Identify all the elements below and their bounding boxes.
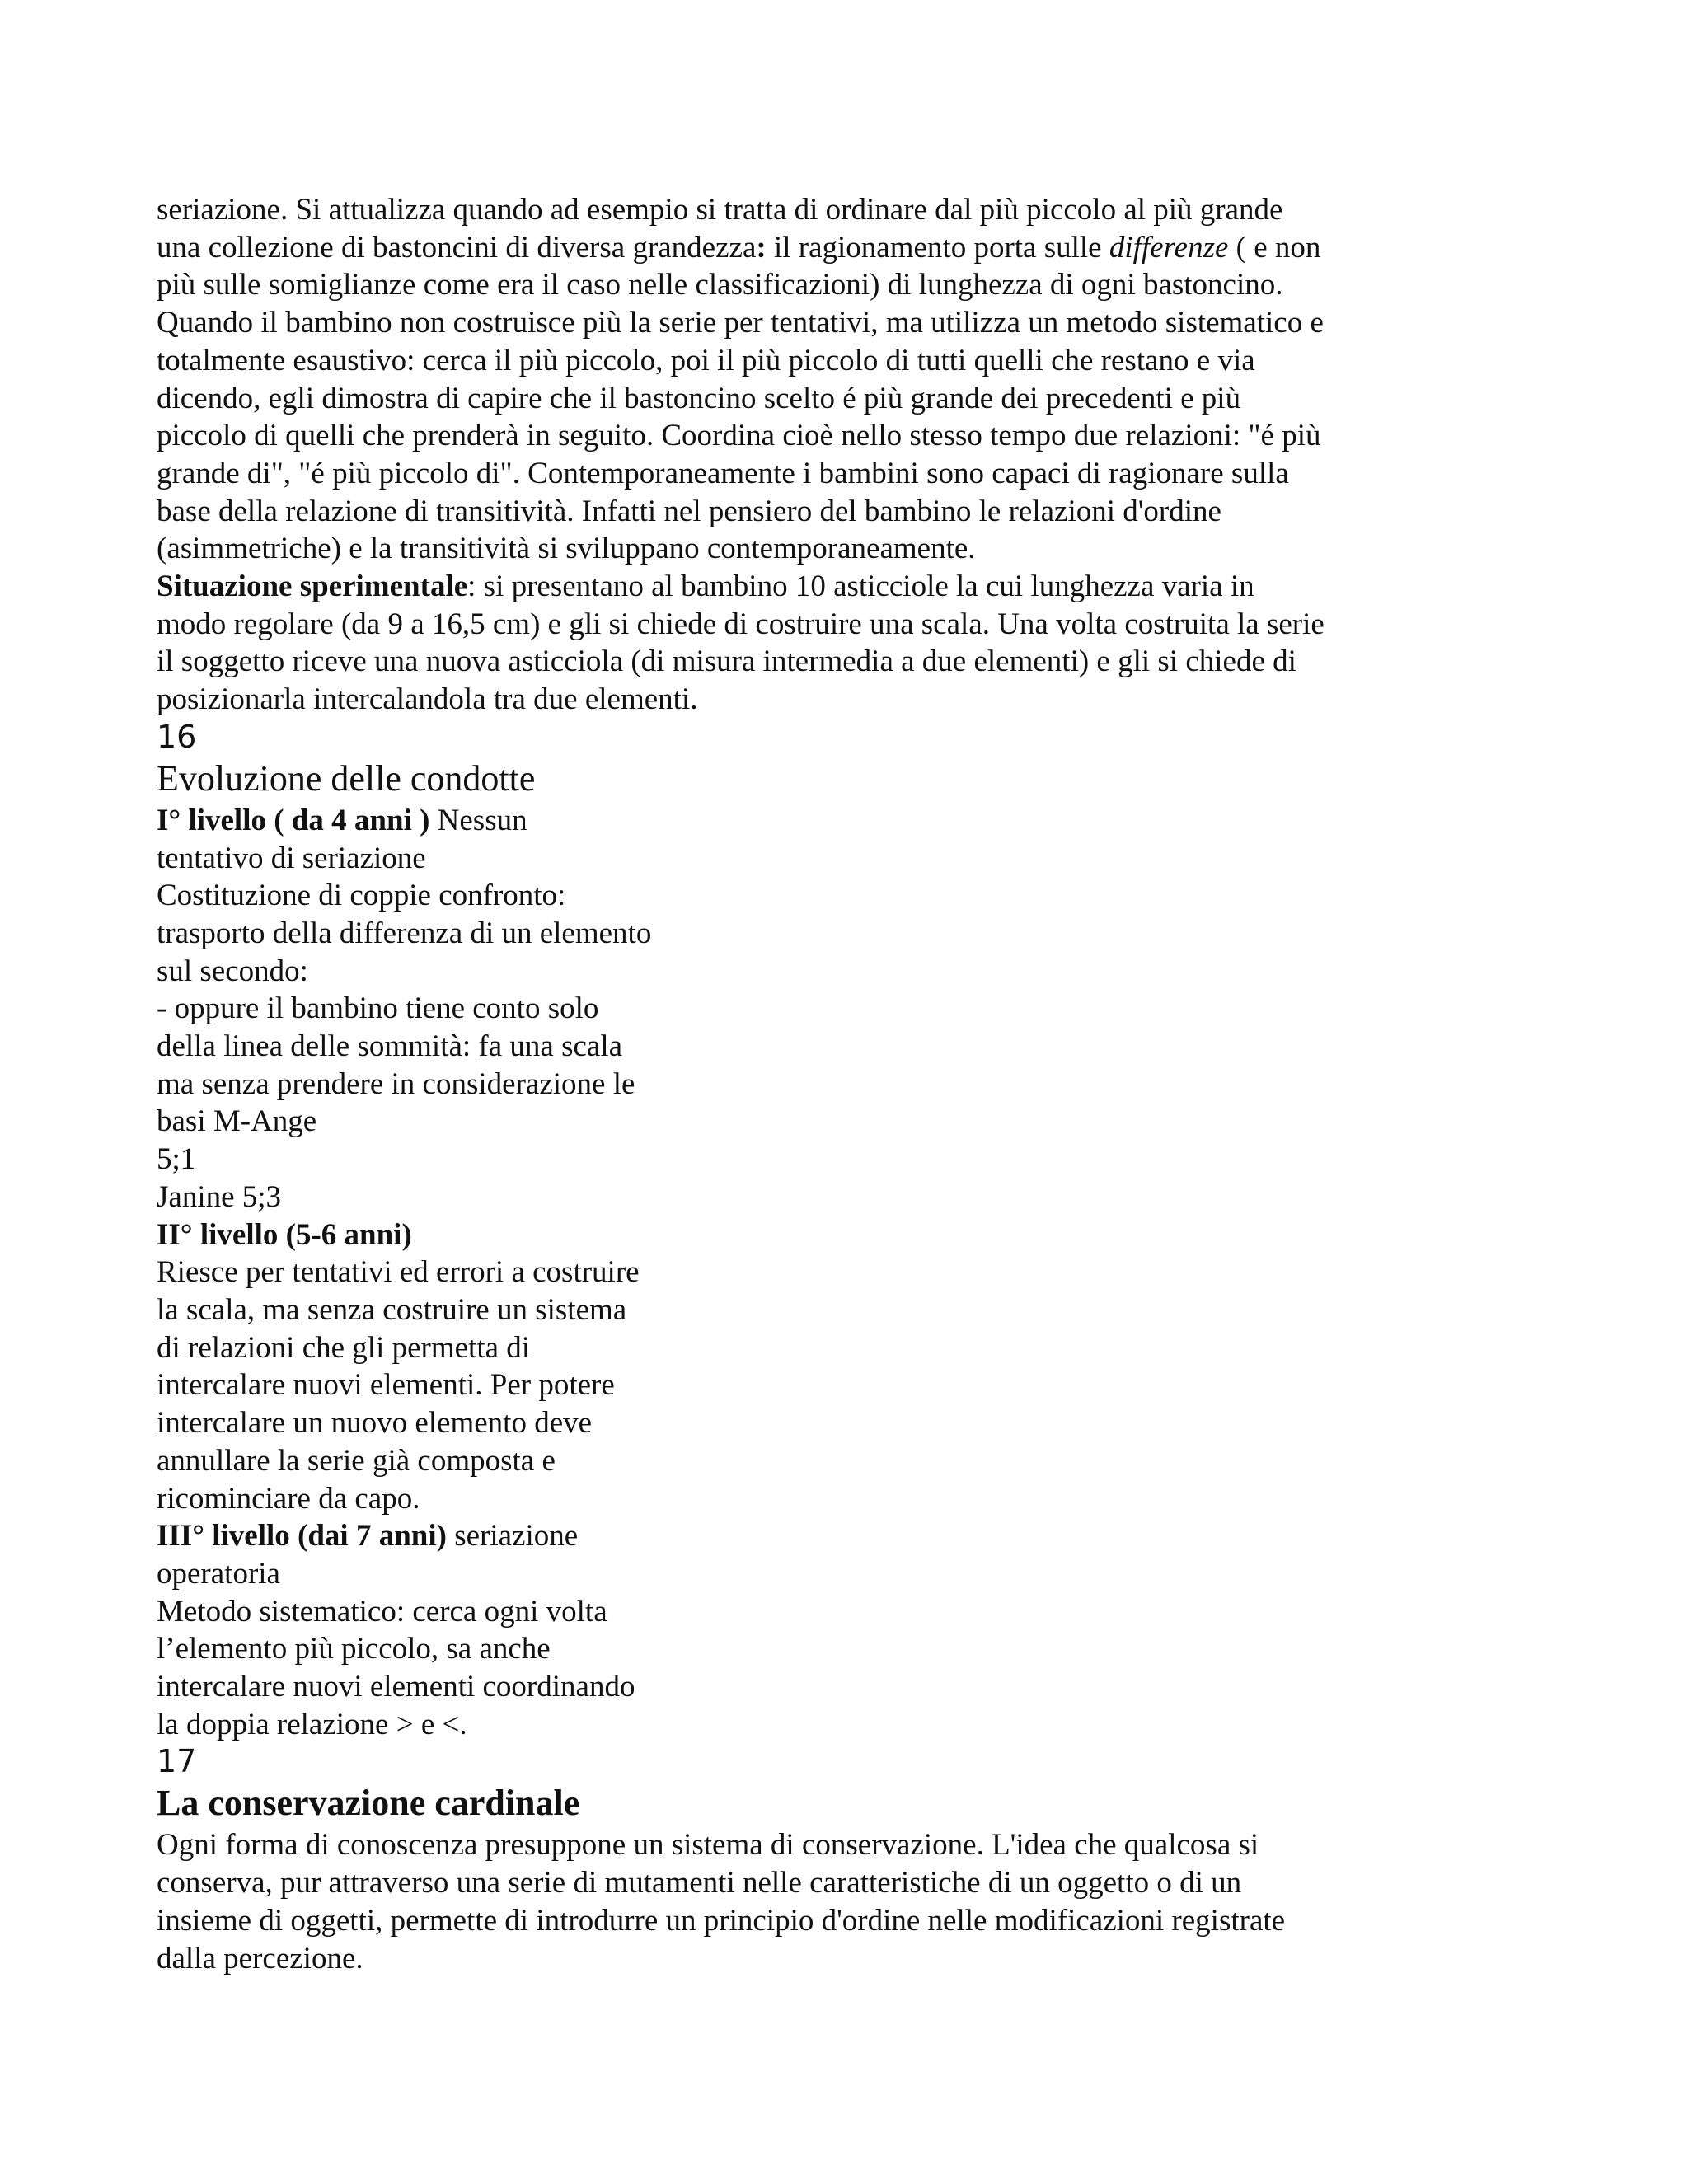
- text-line: dicendo, egli dimostra di capire che il bastoncino scelto é più grande dei precedenti e più: [157, 381, 1241, 415]
- text-line: conserva, pur attraverso una serie di mutamenti nelle caratteristiche di un oggetto o di un: [157, 1866, 1242, 1900]
- text-span: una collezione di bastoncini di diversa grandezza: [157, 230, 757, 265]
- slide-number: 16: [157, 718, 197, 755]
- text-line: Janine 5;3: [157, 1179, 282, 1214]
- text-span: Nessun: [429, 803, 528, 837]
- text-line: della linea delle sommità: fa una scala: [157, 1029, 623, 1064]
- text-line: intercalare nuovi elementi. Per potere: [157, 1368, 615, 1403]
- text-line: Costituzione di coppie confronto:: [157, 879, 566, 913]
- text-line: [157, 229, 1442, 267]
- text-line: di relazioni che gli permetta di: [157, 1330, 531, 1365]
- text-line: base della relazione di transitività. Infatti nel pensiero del bambino le relazioni d'ordine: [157, 494, 1221, 528]
- intro-paragraph: [157, 191, 1442, 568]
- text-line: intercalare un nuovo elemento deve: [157, 1406, 593, 1441]
- italic-term: differenze: [1109, 230, 1229, 265]
- text-line: dalla percezione.: [157, 1941, 363, 1975]
- document-page: [157, 191, 1442, 1977]
- text-line: Ogni forma di conoscenza presuppone un sistema di conservazione. L'idea che qualcosa si: [157, 1828, 1259, 1863]
- text-line: [157, 802, 1442, 840]
- level-3-block: [157, 1517, 1442, 1743]
- bold-label: Situazione sperimentale: [157, 569, 468, 604]
- slide-number: 17: [157, 1743, 197, 1780]
- text-line: 5;1: [157, 1142, 196, 1177]
- level-1-block: [157, 802, 1442, 1216]
- text-line: il soggetto riceve una nuova asticciola (di misura intermedia a due elementi) e gli si chiede di: [157, 644, 1296, 679]
- text-line: ricominciare da capo.: [157, 1481, 420, 1516]
- situazione-paragraph: [157, 568, 1442, 719]
- text-span: ( e non: [1228, 230, 1321, 265]
- section-title: Evoluzione delle condotte: [157, 757, 536, 799]
- level-label: II° livello (5-6 anni): [157, 1217, 412, 1252]
- text-line: sul secondo:: [157, 954, 308, 988]
- text-line: piccolo di quelli che prenderà in seguito. Coordina cioè nello stesso tempo due relazioni: "é più: [157, 419, 1321, 453]
- text-line: annullare la serie già composta e: [157, 1443, 556, 1478]
- text-line: ma senza prendere in considerazione le: [157, 1066, 635, 1101]
- text-line: modo regolare (da 9 a 16,5 cm) e gli si chiede di costruire una scala. Una volta costruita la serie: [157, 607, 1325, 641]
- text-line: operatoria: [157, 1556, 280, 1591]
- level-2-block: [157, 1216, 1442, 1518]
- text-line: grande di", "é più piccolo di". Contemporaneamente i bambini sono capaci di ragionare sulla: [157, 456, 1289, 490]
- conservazione-paragraph: [157, 1826, 1442, 1977]
- text-line: [157, 1216, 1442, 1254]
- text-span: il ragionamento porta sulle: [766, 230, 1109, 265]
- text-line: tentativo di seriazione: [157, 841, 426, 875]
- bold-colon: :: [756, 230, 767, 265]
- text-line: insieme di oggetti, permette di introdurre un principio d'ordine nelle modificazioni registrate: [157, 1903, 1286, 1938]
- text-line: totalmente esaustivo: cerca il più piccolo, poi il più piccolo di tutti quelli che restano e via: [157, 343, 1255, 377]
- text-line: seriazione. Si attualizza quando ad esempio si tratta di ordinare dal più piccolo al più grande: [157, 193, 1283, 227]
- text-span: seriazione: [446, 1519, 579, 1554]
- text-line: trasporto della differenza di un elemento: [157, 916, 652, 950]
- text-line: basi M-Ange: [157, 1104, 317, 1139]
- level-label: I° livello ( da 4 anni ): [157, 803, 430, 837]
- text-line: Quando il bambino non costruisce più la serie per tentativi, ma utilizza un metodo sistematico e: [157, 306, 1324, 340]
- text-line: [157, 1517, 1442, 1555]
- text-line: (asimmetriche) e la transitività si sviluppano contemporaneamente.: [157, 532, 976, 566]
- text-line: Metodo sistematico: cerca ogni volta: [157, 1594, 607, 1629]
- text-line: l’elemento più piccolo, sa anche: [157, 1632, 551, 1666]
- text-line: - oppure il bambino tiene conto solo: [157, 991, 599, 1026]
- section-title: La conservazione cardinale: [157, 1783, 580, 1824]
- text-line: Riesce per tentativi ed errori a costruire: [157, 1255, 640, 1290]
- text-line: posizionarla intercalandola tra due elementi.: [157, 682, 698, 717]
- text-line: la scala, ma senza costruire un sistema: [157, 1292, 627, 1327]
- level-label: III° livello (dai 7 anni): [157, 1519, 447, 1554]
- text-line: [157, 568, 1442, 606]
- text-line: la doppia relazione > e <.: [157, 1707, 467, 1741]
- text-span: : si presentano al bambino 10 asticciole la cui lunghezza varia in: [467, 569, 1254, 604]
- text-line: intercalare nuovi elementi coordinando: [157, 1670, 635, 1704]
- text-line: più sulle somiglianze come era il caso nelle classificazioni) di lunghezza di ogni bastoncino.: [157, 268, 1283, 302]
